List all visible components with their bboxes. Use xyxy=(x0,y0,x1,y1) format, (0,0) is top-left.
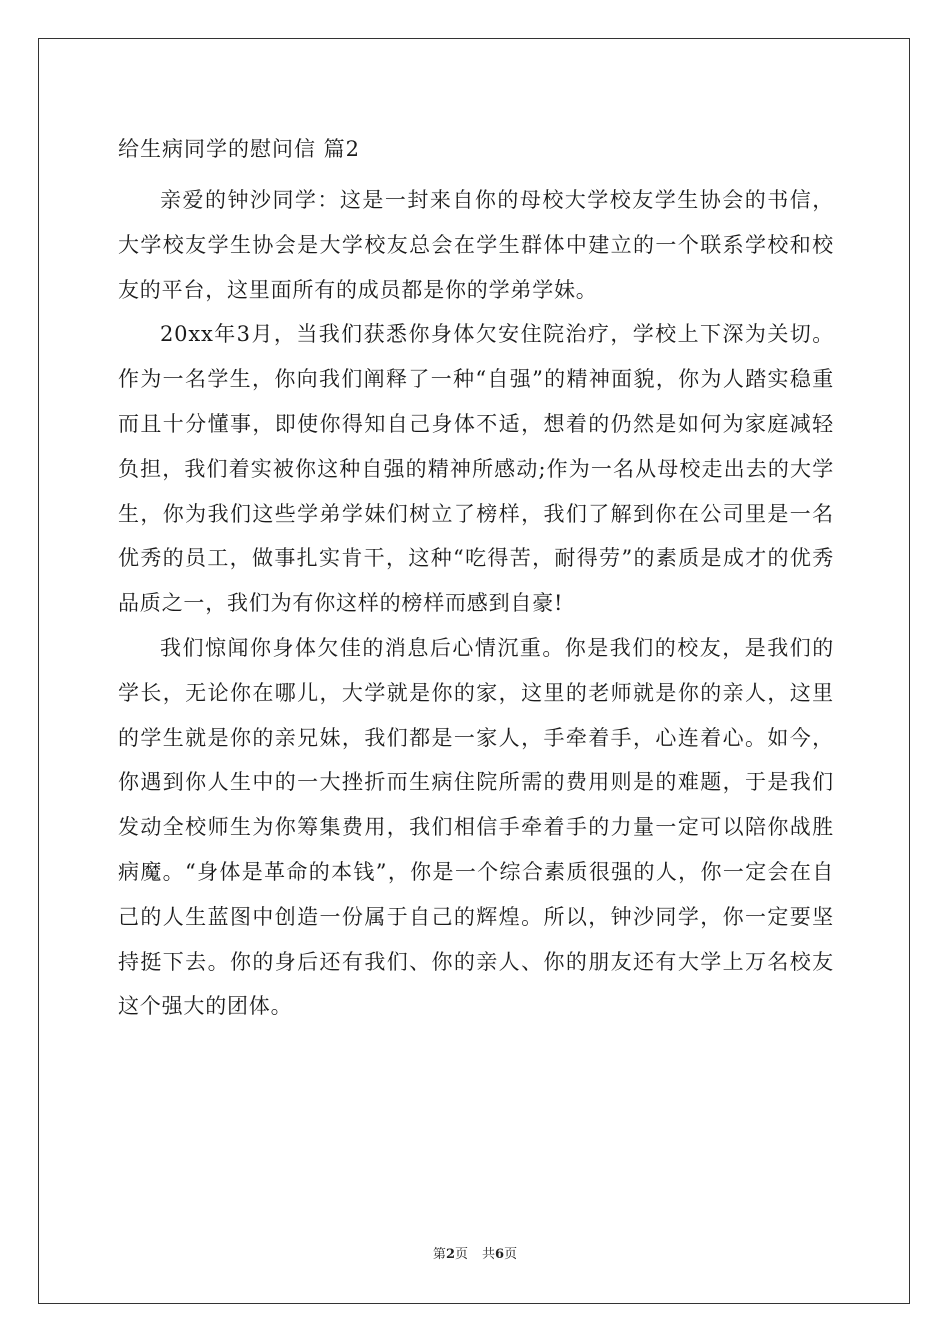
paragraph-encouragement: 我们惊闻你身体欠佳的消息后心情沉重。你是我们的校友，是我们的学长，无论你在哪儿，大学就是你的家，这里的老师就是你的亲人，这里的学生就是你的亲兄妹，我们都是一家人，手牵着手，心连着心。如今，你遇到你人生中的一大挫折而生病住院所需的费用则是的难题，于是我们发动全校师生为你筹集费用，我们相信手牵着手的力量一定可以陪你战胜病魔。“身体是革命的本钱”，你是一个综合素质很强的人，你一定会在自己的人生蓝图中创造一份属于自己的辉煌。所以，钟沙同学，你一定要坚持挺下去。你的身后还有我们、你的亲人、你的朋友还有大学上万名校友这个强大的团体。 xyxy=(118,635,834,1019)
total-pages-number: 6 xyxy=(495,1247,505,1262)
page-number-suffix: 页 xyxy=(454,1247,468,1262)
document-title: 给生病同学的慰问信 篇2 xyxy=(118,137,361,161)
document-body xyxy=(118,132,834,1029)
total-pages-prefix: 共 xyxy=(482,1247,496,1262)
current-page-number: 2 xyxy=(445,1247,455,1262)
paragraph-praise: 20xx年3月，当我们获悉你身体欠安住院治疗，学校上下深为关切。作为一名学生，你向我们阐释了一种“自强”的精神面貌，你为人踏实稳重而且十分懂事，即使你得知自己身体不适，想着的仍然是如何为家庭减轻负担，我们着实被你这种自强的精神所感动;作为一名从母校走出去的大学生，你为我们这些学弟学妹们树立了榜样，我们了解到你在公司里是一名优秀的员工，做事扎实肯干，这种“吃得苦，耐得劳”的素质是成才的优秀品质之一，我们为有你这样的榜样而感到自豪! xyxy=(118,322,834,616)
paragraph-greeting: 亲爱的钟沙同学：这是一封来自你的母校大学校友学生协会的书信，大学校友学生协会是大学校友总会在学生群体中建立的一个联系学校和校友的平台，这里面所有的成员都是你的学弟学妹。 xyxy=(118,188,834,302)
total-pages-suffix: 页 xyxy=(504,1247,518,1262)
page-footer xyxy=(0,1246,950,1264)
page-number-prefix: 第 xyxy=(432,1247,446,1262)
